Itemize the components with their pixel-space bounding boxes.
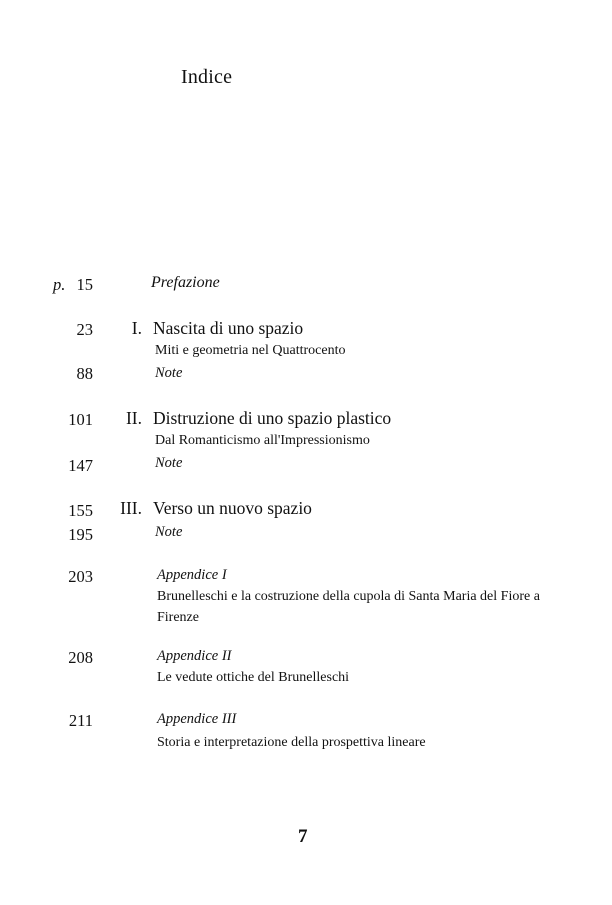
appendix-label: Appendice II	[157, 648, 232, 664]
page-prefix: p.	[53, 275, 66, 294]
chapter-subtitle: Miti e geometria nel Quattrocento	[155, 343, 346, 358]
entry-label: Prefazione	[151, 274, 220, 291]
page-number: 155	[68, 501, 93, 520]
page-title: Indice	[181, 66, 233, 88]
entry-label: Note	[155, 524, 183, 540]
page-number	[0, 275, 93, 295]
chapter-subtitle: Dal Romanticismo all'Impressionismo	[155, 433, 370, 448]
page-number: 203	[68, 567, 93, 586]
page-number: 208	[68, 648, 93, 667]
appendix-description: Storia e interpretazione della prospettiva lineare	[157, 735, 426, 750]
entry-label: Note	[155, 365, 183, 381]
page-number-value: 15	[76, 275, 93, 294]
entry-label: Note	[155, 455, 183, 471]
chapter-title: Nascita di uno spazio	[153, 318, 304, 338]
chapter-title: Verso un nuovo spazio	[153, 498, 312, 518]
page-number: 101	[68, 410, 93, 429]
page-number: 23	[76, 320, 93, 339]
appendix-description: Brunelleschi e la costruzione della cupola di Santa Maria del Fiore a Firenze	[157, 589, 540, 625]
page-number: 88	[76, 364, 93, 383]
chapter-number: I.	[131, 318, 142, 338]
chapter-title: Distruzione di uno spazio plastico	[153, 408, 392, 428]
chapter-number: III.	[120, 498, 142, 518]
appendix-description: Le vedute ottiche del Brunelleschi	[157, 670, 350, 685]
page-number: 195	[68, 525, 93, 544]
folio-page-number: 7	[298, 826, 308, 847]
page-number: 147	[68, 456, 93, 475]
chapter-number: II.	[125, 408, 142, 428]
page-number: 211	[68, 711, 93, 730]
appendix-label: Appendice III	[157, 711, 237, 727]
appendix-label: Appendice I	[157, 567, 227, 583]
